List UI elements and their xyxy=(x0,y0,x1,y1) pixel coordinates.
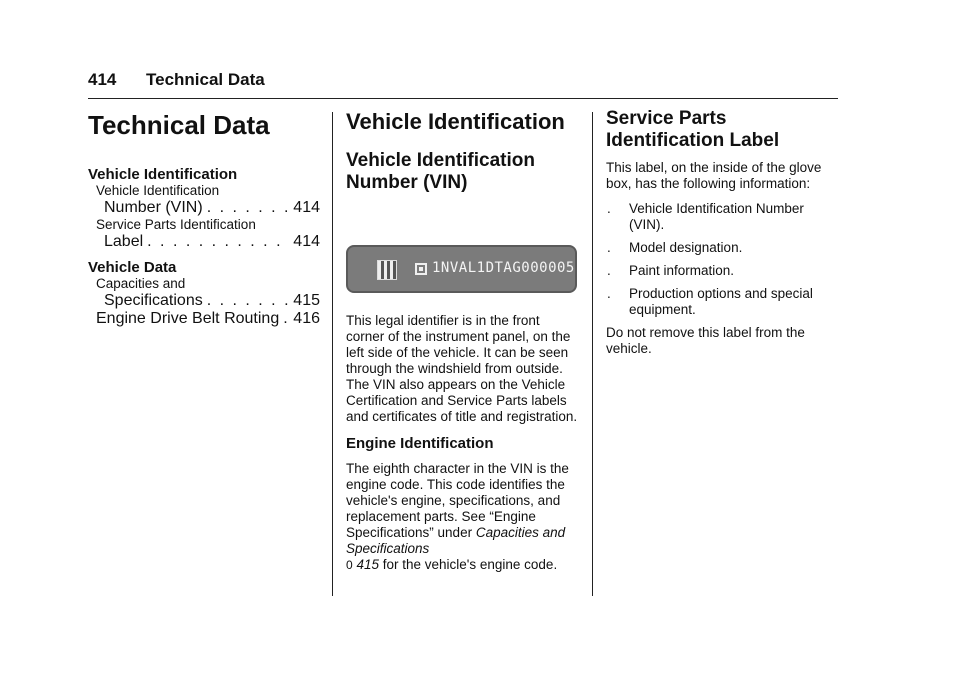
list-item xyxy=(606,263,840,279)
toc-section-heading: Vehicle Identification xyxy=(88,166,238,183)
toc-page-number: 416 xyxy=(293,310,320,327)
engine-paragraph xyxy=(346,461,580,573)
service-parts-closing: Do not remove this label from the vehicle. xyxy=(606,325,805,356)
list-item xyxy=(606,201,840,233)
toc-page-number: 415 xyxy=(293,292,320,309)
list-item-text: Production options and special equipment. xyxy=(629,286,813,317)
list-item-text: Paint information. xyxy=(629,263,735,278)
toc-entry-text: Vehicle Identification xyxy=(96,183,220,198)
vin-paragraph: This legal identifier is in the front corner of the instrument panel, on the left side of the vehicle. It can be seen through the windshield from outside. The VIN also appears on the Vehicle Certification and Service Parts labels and certificates of title and registration. xyxy=(346,313,578,424)
toc-entry-capacities[interactable] xyxy=(88,276,320,310)
toc-entry-vin[interactable] xyxy=(88,183,320,217)
toc-page-number: 414 xyxy=(293,199,320,216)
page-header xyxy=(88,70,838,90)
chapter-title: Technical Data xyxy=(88,110,270,140)
header-section-title: Technical Data xyxy=(146,70,265,89)
vehicle-identification-column xyxy=(346,108,580,573)
capacities-xref-link[interactable]: Capacities and Specifications xyxy=(346,525,566,556)
toc-leader-dots xyxy=(147,233,289,251)
column-divider-right xyxy=(592,112,593,596)
list-item-text: Vehicle Identification Number (VIN). xyxy=(629,201,804,232)
bullet-icon: . xyxy=(607,286,611,301)
toc-entry-text: Label xyxy=(104,233,144,250)
toc-leader-dots xyxy=(207,199,290,217)
chapter-toc-column xyxy=(88,110,320,328)
toc-section-vehicle-data xyxy=(88,259,320,328)
toc-entry-text: Service Parts Identification xyxy=(96,217,256,232)
service-parts-column xyxy=(606,108,840,357)
toc-entry-text: Specifications xyxy=(104,292,203,309)
toc-entry-text: Number (VIN) xyxy=(104,199,203,216)
toc-entry-service-parts-label[interactable] xyxy=(88,217,320,251)
vin-plate-image xyxy=(346,245,577,293)
subsection-title-line1: Vehicle Identification xyxy=(346,150,535,171)
bullet-icon: . xyxy=(607,201,611,216)
label-info-list xyxy=(606,201,840,318)
bullet-icon: . xyxy=(607,240,611,255)
engine-identification-heading: Engine Identification xyxy=(346,435,494,452)
square-marker-icon xyxy=(415,263,427,275)
toc-page-number: 414 xyxy=(293,233,320,250)
bullet-icon: . xyxy=(607,263,611,278)
section-title-line2: Identification Label xyxy=(606,130,780,151)
vin-plate-text: 1NVAL1DTAG000005 xyxy=(432,260,575,276)
toc-entry-text: Engine Drive Belt Routing xyxy=(96,310,280,327)
toc-leader-dots xyxy=(207,292,290,310)
header-divider xyxy=(88,98,838,99)
toc-entry-belt-routing[interactable] xyxy=(88,310,320,328)
page-number: 414 xyxy=(88,70,117,89)
qr-code-icon xyxy=(378,261,396,279)
section-title-line1: Service Parts xyxy=(606,108,727,129)
page-ref-icon: 0 xyxy=(346,558,353,572)
toc-section-heading: Vehicle Data xyxy=(88,259,177,276)
service-parts-intro: This label, on the inside of the glove box, has the following information: xyxy=(606,160,822,191)
toc-leader-dots xyxy=(283,310,289,328)
section-title: Vehicle Identification xyxy=(346,109,565,134)
column-divider-left xyxy=(332,112,333,596)
subsection-title-line2: Number (VIN) xyxy=(346,172,468,193)
list-item xyxy=(606,240,840,256)
toc-section-vehicle-identification xyxy=(88,166,320,251)
xref-page-number[interactable]: 415 xyxy=(356,557,379,572)
engine-paragraph-tail: for the vehicle's engine code. xyxy=(382,557,558,572)
toc-entry-text: Capacities and xyxy=(96,276,186,291)
list-item-text: Model designation. xyxy=(629,240,743,255)
engine-paragraph-text: The eighth character in the VIN is the engine code. This code identifies the vehicle's engine, specifications, and replacement parts. See “Engine Specifications” under xyxy=(346,461,569,540)
list-item xyxy=(606,286,840,318)
